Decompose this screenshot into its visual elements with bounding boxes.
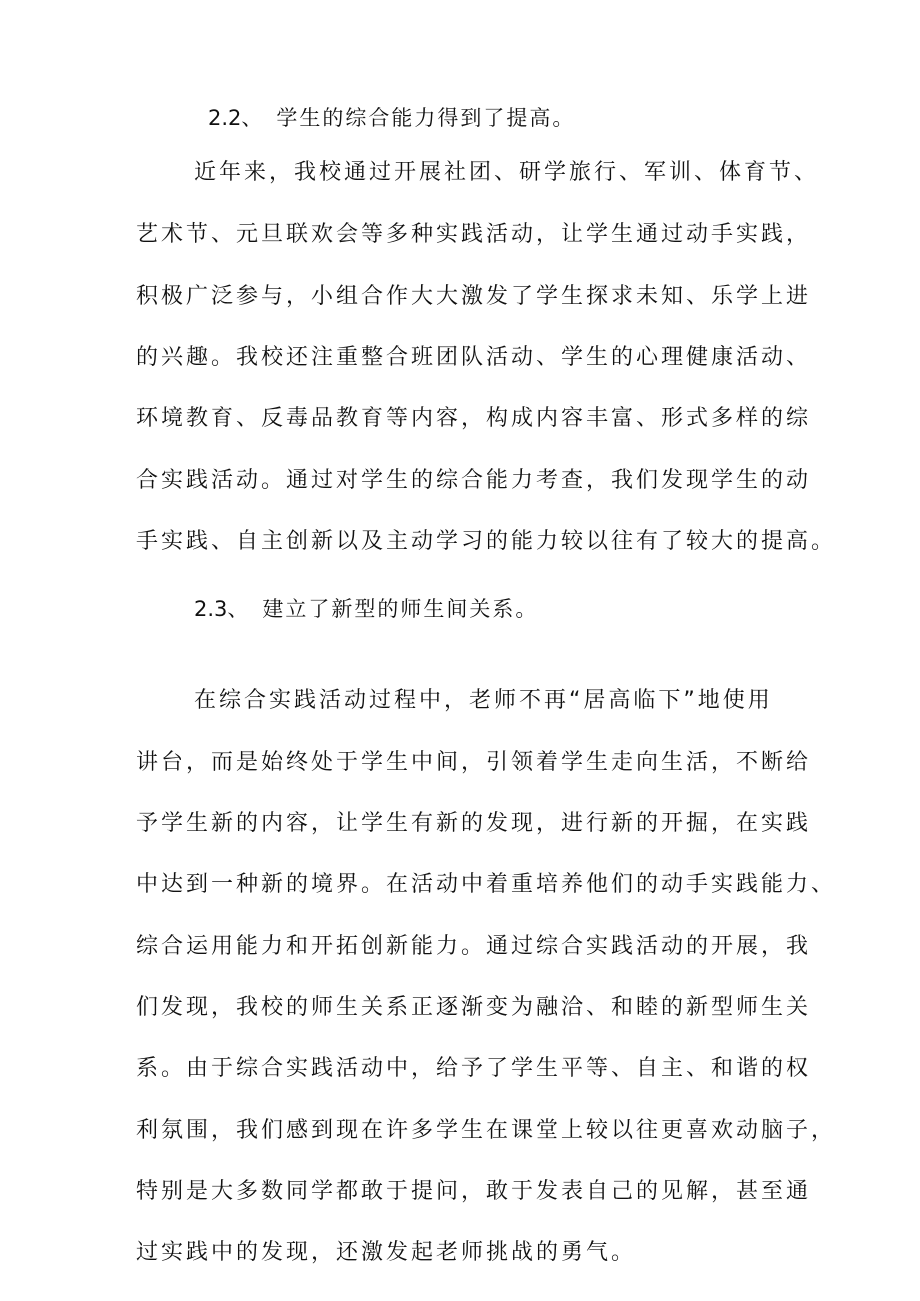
paragraph-line: 艺术节、元旦联欢会等多种实践活动，让学生通过动手实践， [136,222,812,247]
paragraph-line: 特别是大多数同学都敢于提问，敢于发表自己的见解，甚至通 [136,1179,812,1204]
paragraph-line: 合实践活动。通过对学生的综合能力考查，我们发现学生的动 [136,468,812,493]
paragraph-line: 在综合实践活动过程中，老师不再“居高临下”地使用 [194,688,773,713]
paragraph-line: 环境教育、反毒品教育等内容，构成内容丰富、形式多样的综 [136,406,812,431]
section-2-3-title: 建立了新型的师生间关系。 [262,597,539,621]
paragraph-line: 讲台，而是始终处于学生中间，引领着学生走向生活，不断给 [136,750,812,775]
paragraph-line: 近年来，我校通过开展社团、研学旅行、军训、体育节、 [194,160,820,185]
paragraph-line: 手实践、自主创新以及主动学习的能力较以往有了较大的提高。 [136,529,837,554]
section-2-2-title: 学生的综合能力得到了提高。 [276,106,576,130]
section-2-2-number: 2.2、 [208,106,263,130]
paragraph-line: 们发现，我校的师生关系正逐渐变为融洽、和睦的新型师生关 [136,995,812,1020]
paragraph-line: 予学生新的内容，让学生有新的发现，进行新的开掘，在实践 [136,811,812,836]
paragraph-line: 过实践中的发现，还激发起老师挑战的勇气。 [136,1240,637,1265]
paragraph-line: 的兴趣。我校还注重整合班团队活动、学生的心理健康活动、 [136,345,812,370]
section-2-3-heading [194,595,874,623]
paragraph-line: 利氛围，我们感到现在许多学生在课堂上较以往更喜欢动脑子， [136,1118,837,1143]
paragraph-line: 系。由于综合实践活动中，给予了学生平等、自主、和谐的权 [136,1056,812,1081]
paragraph-line: 中达到一种新的境界。在活动中着重培养他们的动手实践能力、 [136,872,837,897]
section-2-3-number: 2.3、 [194,597,249,621]
paragraph-line: 积极广泛参与，小组合作大大激发了学生探求未知、乐学上进 [136,284,812,309]
paragraph-line: 综合运用能力和开拓创新能力。通过综合实践活动的开展，我 [136,934,812,959]
section-2-2-heading [208,104,888,132]
